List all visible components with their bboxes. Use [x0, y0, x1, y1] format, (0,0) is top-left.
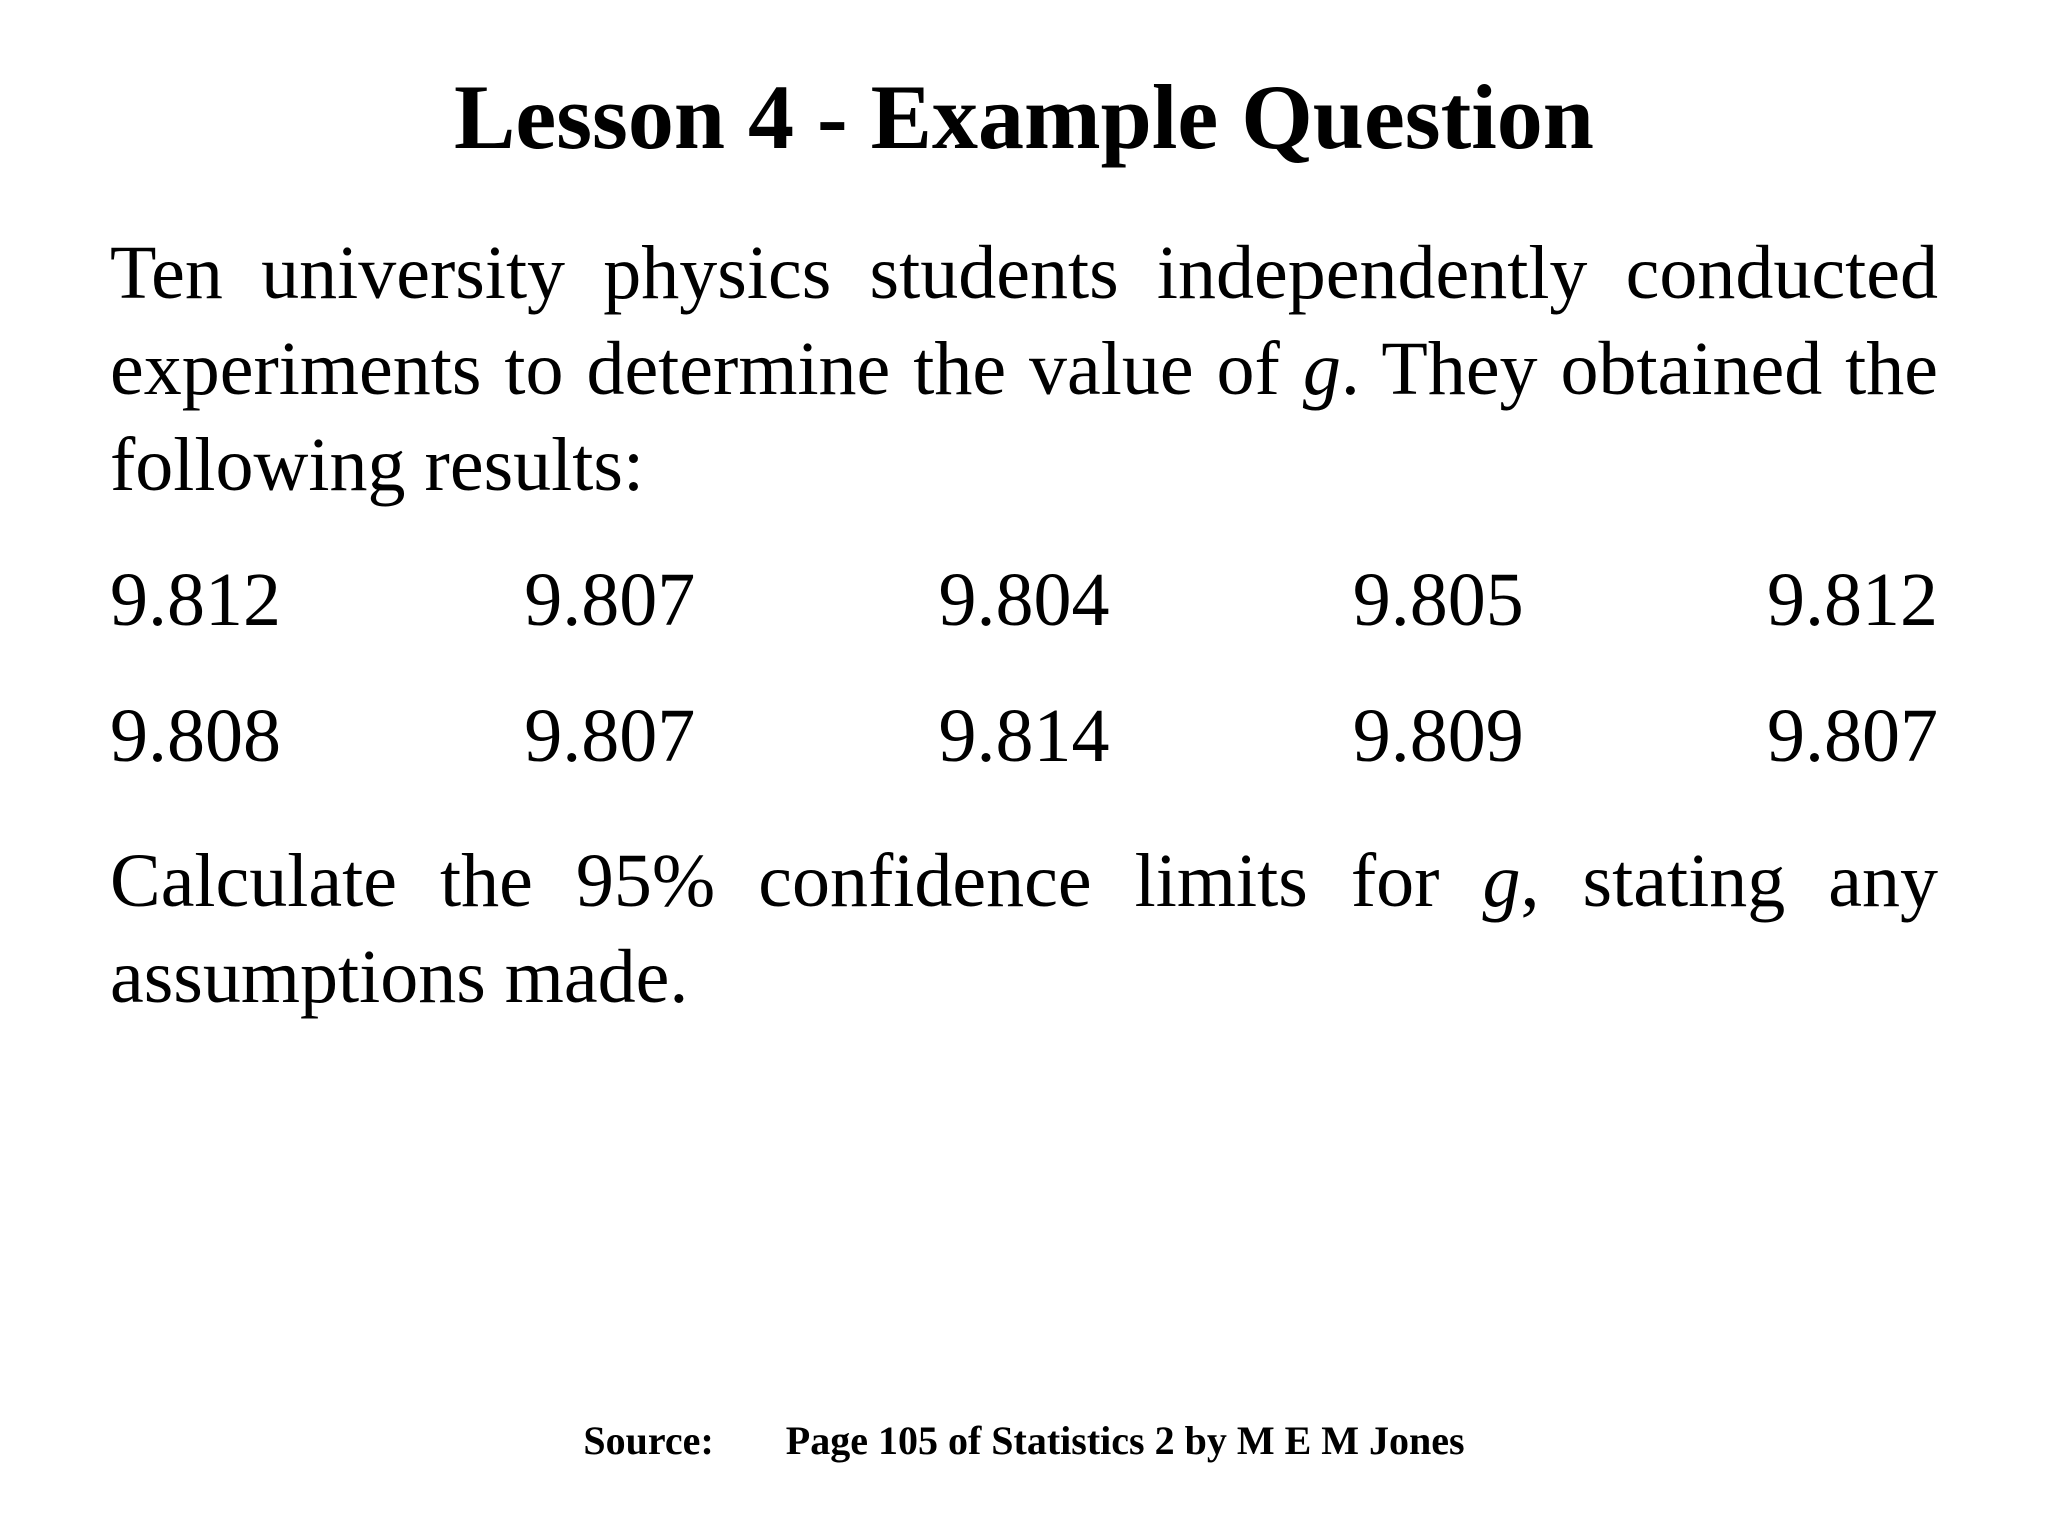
result-value: 9.809	[1352, 694, 1524, 778]
question-text-end: , stating any assumptions made.	[110, 839, 1938, 1019]
intro-text-end: . They obtained the following results:	[110, 327, 1938, 507]
result-value: 9.807	[524, 694, 696, 778]
result-value: 9.805	[1352, 558, 1524, 642]
question-text-start: Calculate the 95% confidence limits for	[110, 839, 1483, 923]
page-title: Lesson 4 - Example Question	[454, 66, 1594, 168]
question-variable-g: g	[1482, 839, 1521, 923]
result-value: 9.814	[938, 694, 1110, 778]
intro-paragraph	[110, 225, 1938, 513]
results-row-1	[110, 552, 1938, 648]
source-text: Page 105 of Statistics 2 by M E M Jones	[785, 1418, 1465, 1463]
result-value: 9.807	[524, 558, 696, 642]
results-row-2	[110, 688, 1938, 784]
result-value: 9.812	[110, 558, 281, 642]
intro-text-start: Ten university physics students independently conducted experiments to determine the value of	[110, 231, 1938, 411]
source-citation	[0, 1417, 2048, 1465]
result-value: 9.812	[1767, 558, 1938, 642]
result-value: 9.807	[1767, 694, 1938, 778]
source-label: Source:	[583, 1418, 714, 1463]
result-value: 9.804	[938, 558, 1110, 642]
result-value: 9.808	[110, 694, 281, 778]
question-paragraph	[110, 833, 1938, 1025]
intro-variable-g: g	[1302, 327, 1341, 411]
